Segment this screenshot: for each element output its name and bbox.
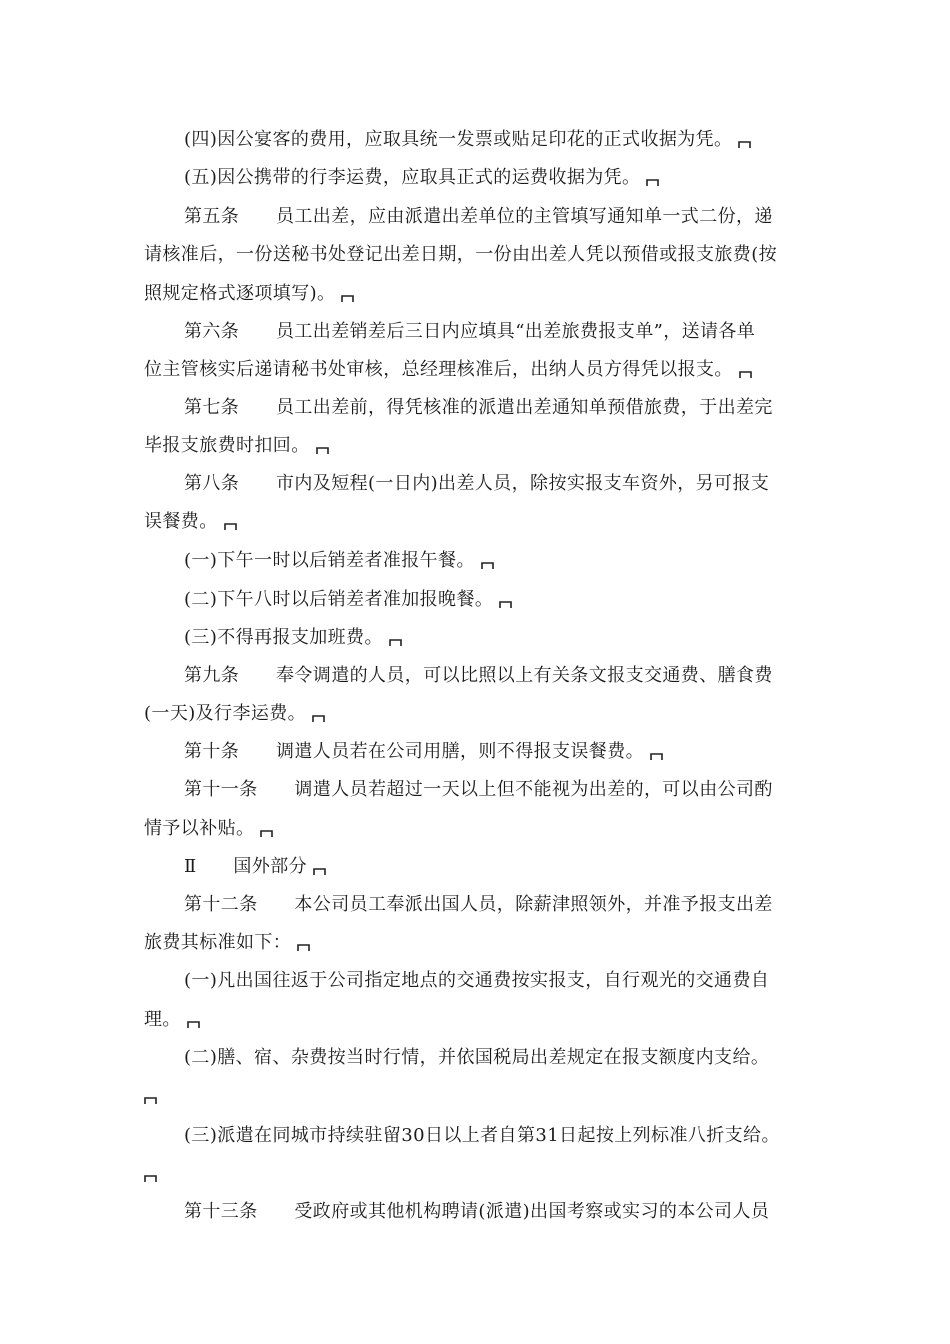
text-line bbox=[144, 510, 237, 534]
line-text: 第十三条 受政府或其他机构聘请(派遣)出国考察或实习的本公司人员 bbox=[184, 1201, 770, 1222]
text-line bbox=[184, 166, 659, 190]
paragraph-mark-icon bbox=[316, 446, 329, 454]
text-line bbox=[144, 243, 777, 267]
paragraph-mark-icon bbox=[650, 752, 663, 760]
text-line bbox=[144, 817, 273, 841]
section-heading bbox=[184, 855, 326, 879]
text-line bbox=[184, 778, 773, 802]
paragraph-mark-icon bbox=[341, 294, 354, 302]
text-line bbox=[184, 549, 494, 573]
paragraph-mark-icon bbox=[738, 140, 751, 148]
text-line bbox=[184, 588, 512, 612]
text-line bbox=[184, 396, 773, 420]
text-line bbox=[184, 472, 769, 496]
paragraph-mark-icon bbox=[481, 561, 494, 569]
line-text: 旅费其标准如下： bbox=[144, 932, 292, 953]
paragraph-mark-icon bbox=[313, 867, 326, 875]
paragraph-mark-icon bbox=[260, 829, 273, 837]
text-line bbox=[184, 893, 773, 917]
line-text: (二)下午八时以后销差者准加报晚餐。 bbox=[184, 589, 494, 610]
text-line bbox=[184, 664, 773, 688]
text-line bbox=[144, 931, 310, 955]
text-line bbox=[184, 1200, 769, 1224]
line-text: 第八条 市内及短程(一日内)出差人员，除按实报支车资外，另可报支 bbox=[184, 473, 770, 494]
paragraph-mark-icon bbox=[739, 370, 752, 378]
line-text: (二)膳、宿、杂费按当时行情，并依国税局出差规定在报支额度内支给。 bbox=[184, 1047, 770, 1068]
text-line bbox=[184, 205, 773, 229]
paragraph-mark-icon bbox=[187, 1020, 200, 1028]
text-line bbox=[184, 740, 663, 764]
line-text: (四)因公宴客的费用，应取具统一发票或贴足印花的正式收据为凭。 bbox=[184, 129, 733, 150]
paragraph-mark-icon bbox=[389, 638, 402, 646]
line-text: 第五条 员工出差，应由派遣出差单位的主管填写通知单一式二份，递 bbox=[184, 206, 773, 227]
text-line bbox=[144, 358, 752, 382]
line-text: (五)因公携带的行李运费，应取具正式的运费收据为凭。 bbox=[184, 167, 641, 188]
line-text: 照规定格式逐项填写)。 bbox=[144, 283, 336, 304]
text-line bbox=[144, 702, 325, 726]
paragraph-mark-icon bbox=[144, 1174, 157, 1182]
text-line bbox=[144, 282, 354, 306]
line-text: 误餐费。 bbox=[144, 511, 218, 532]
line-text: (三)不得再报支加班费。 bbox=[184, 627, 383, 648]
line-text: 理。 bbox=[144, 1009, 181, 1030]
text-line bbox=[184, 969, 769, 993]
line-text: (一天)及行李运费。 bbox=[144, 703, 307, 724]
line-text: (一)凡出国往返于公司指定地点的交通费按实报支，自行观光的交通费自 bbox=[184, 970, 770, 991]
line-text: 位主管核实后递请秘书处审核，总经理核准后，出纳人员方得凭以报支。 bbox=[144, 359, 733, 380]
paragraph-mark-icon bbox=[144, 1096, 157, 1104]
text-line bbox=[184, 1124, 780, 1148]
text-line bbox=[184, 128, 751, 152]
paragraph-mark-icon bbox=[646, 178, 659, 186]
text-line bbox=[144, 434, 329, 458]
text-line bbox=[184, 320, 755, 344]
line-text: 情予以补贴。 bbox=[144, 818, 255, 839]
text-line bbox=[184, 1046, 769, 1070]
line-text: Ⅱ 国外部分 bbox=[184, 856, 308, 877]
line-text: 请核准后，一份送秘书处登记出差日期，一份由出差人凭以预借或报支旅费(按 bbox=[144, 244, 778, 265]
paragraph-mark-icon bbox=[224, 522, 237, 530]
line-text: 第九条 奉令调遣的人员，可以比照以上有关条文报支交通费、膳食费 bbox=[184, 665, 773, 686]
line-text: (一)下午一时以后销差者准报午餐。 bbox=[184, 550, 475, 571]
line-text: 第十一条 调遣人员若超过一天以上但不能视为出差的，可以由公司酌 bbox=[184, 779, 773, 800]
line-text: 第十条 调遣人员若在公司用膳，则不得报支误餐费。 bbox=[184, 741, 644, 762]
text-line bbox=[144, 1008, 200, 1032]
line-text: 毕报支旅费时扣回。 bbox=[144, 435, 310, 456]
text-line bbox=[138, 1162, 157, 1186]
paragraph-mark-icon bbox=[499, 600, 512, 608]
line-text: (三)派遣在同城市持续驻留30日以上者自第31日起按上列标准八折支给。 bbox=[184, 1125, 780, 1146]
line-text: 第十二条 本公司员工奉派出国人员，除薪津照领外，并准予报支出差 bbox=[184, 894, 773, 915]
text-line bbox=[138, 1084, 157, 1108]
text-line bbox=[184, 626, 402, 650]
paragraph-mark-icon bbox=[312, 714, 325, 722]
line-text: 第七条 员工出差前，得凭核准的派遣出差通知单预借旅费，于出差完 bbox=[184, 397, 773, 418]
line-text: 第六条 员工出差销差后三日内应填具“出差旅费报支单”，送请各单 bbox=[184, 321, 756, 342]
paragraph-mark-icon bbox=[297, 943, 310, 951]
